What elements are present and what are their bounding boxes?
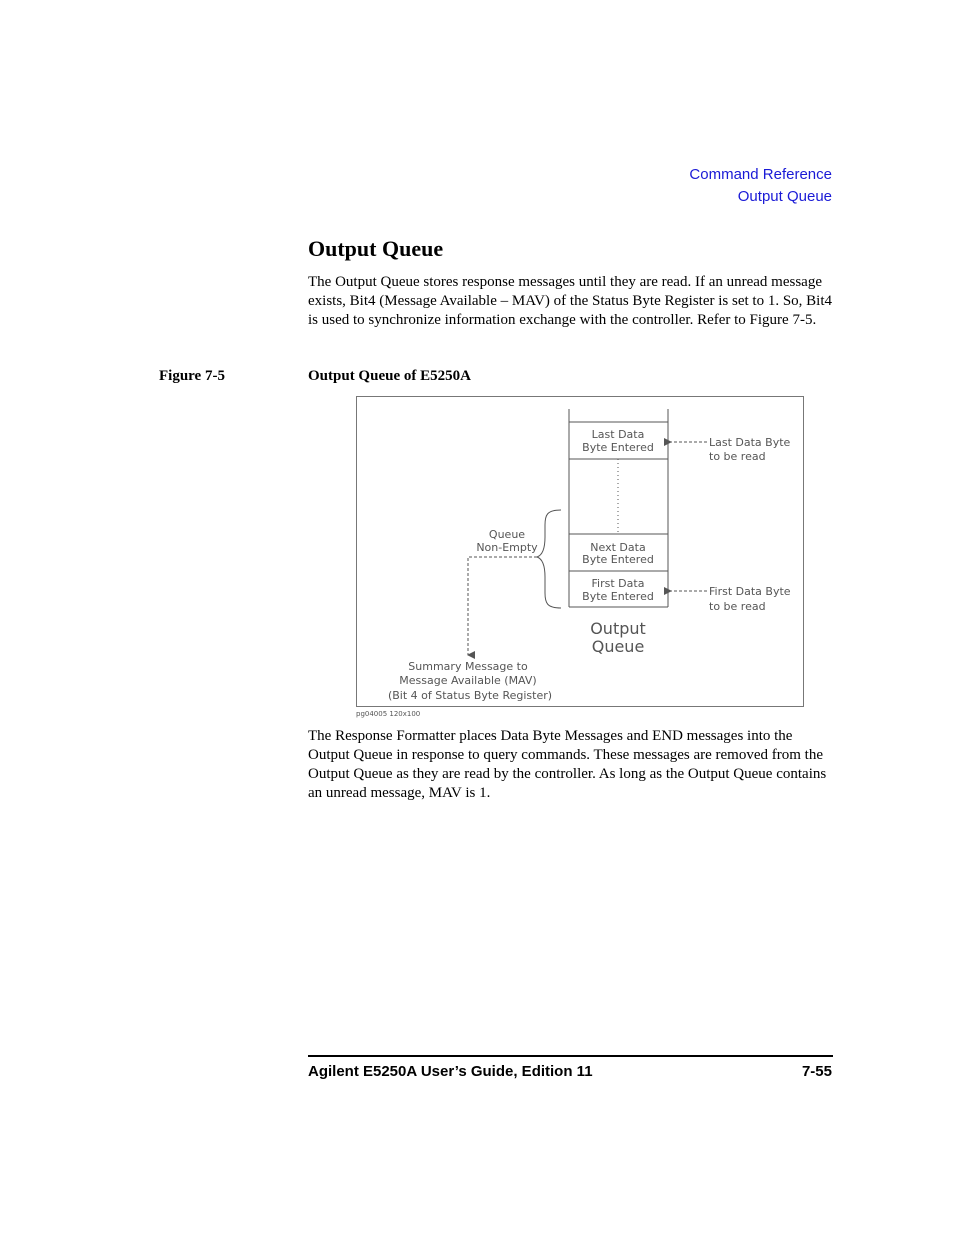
output-queue-figure xyxy=(356,396,804,707)
nonempty-line1: Queue xyxy=(488,528,526,541)
figure-id: pg04005 120x100 xyxy=(356,710,421,718)
footer-guide-title: Agilent E5250A User’s Guide, Edition 11 xyxy=(308,1063,593,1080)
nonempty-line2: Non-Empty xyxy=(476,541,538,554)
intro-paragraph: The Output Queue stores response messages until they are read. If an unread message exists, Bit4 (Message Available – MAV) of the Status Byte Register is set to 1. So, Bit4 is used to synchronize information exchange with the controller. Refer to Figure 7-5. xyxy=(308,274,832,328)
summary-line2: Message Available (MAV) xyxy=(399,674,537,687)
next-cell-line1: Next Data xyxy=(590,541,646,554)
queue-nonempty-brace xyxy=(537,510,561,608)
summary-arrow xyxy=(468,557,537,655)
figure-title: Output Queue of E5250A xyxy=(308,368,471,384)
queue-label-line1: Output xyxy=(590,619,646,638)
first-cell-line1: First Data xyxy=(591,577,645,590)
footer-page-number: 7-55 xyxy=(801,1063,832,1080)
header-subsection-link[interactable]: Output Queue xyxy=(737,188,832,205)
figure-label: Figure 7-5 xyxy=(159,368,225,384)
page-title: Output Queue xyxy=(308,236,444,261)
summary-line1: Summary Message to xyxy=(408,660,528,673)
queue-label-line2: Queue xyxy=(591,637,645,656)
summary-line3: (Bit 4 of Status Byte Register) xyxy=(387,689,553,702)
next-cell-line2: Byte Entered xyxy=(582,553,654,566)
footer-rule xyxy=(308,1055,833,1057)
output-queue-diagram xyxy=(357,397,805,708)
last-cell-line2: Byte Entered xyxy=(582,441,654,454)
header-section-link[interactable]: Command Reference xyxy=(689,166,832,183)
body-paragraph: The Response Formatter places Data Byte Messages and END messages into the Output Queue in response to query commands. These messages are removed from the Output Queue as they are read by the controller. As long as the Output Queue contains an unread message, MAV is 1. xyxy=(308,728,827,801)
last-read-line2: to be read xyxy=(709,450,766,463)
first-read-line1: First Data Byte xyxy=(709,585,791,598)
last-read-line1: Last Data Byte xyxy=(709,436,791,449)
first-read-line2: to be read xyxy=(709,600,766,613)
last-cell-line1: Last Data xyxy=(591,428,645,441)
first-cell-line2: Byte Entered xyxy=(582,590,654,603)
